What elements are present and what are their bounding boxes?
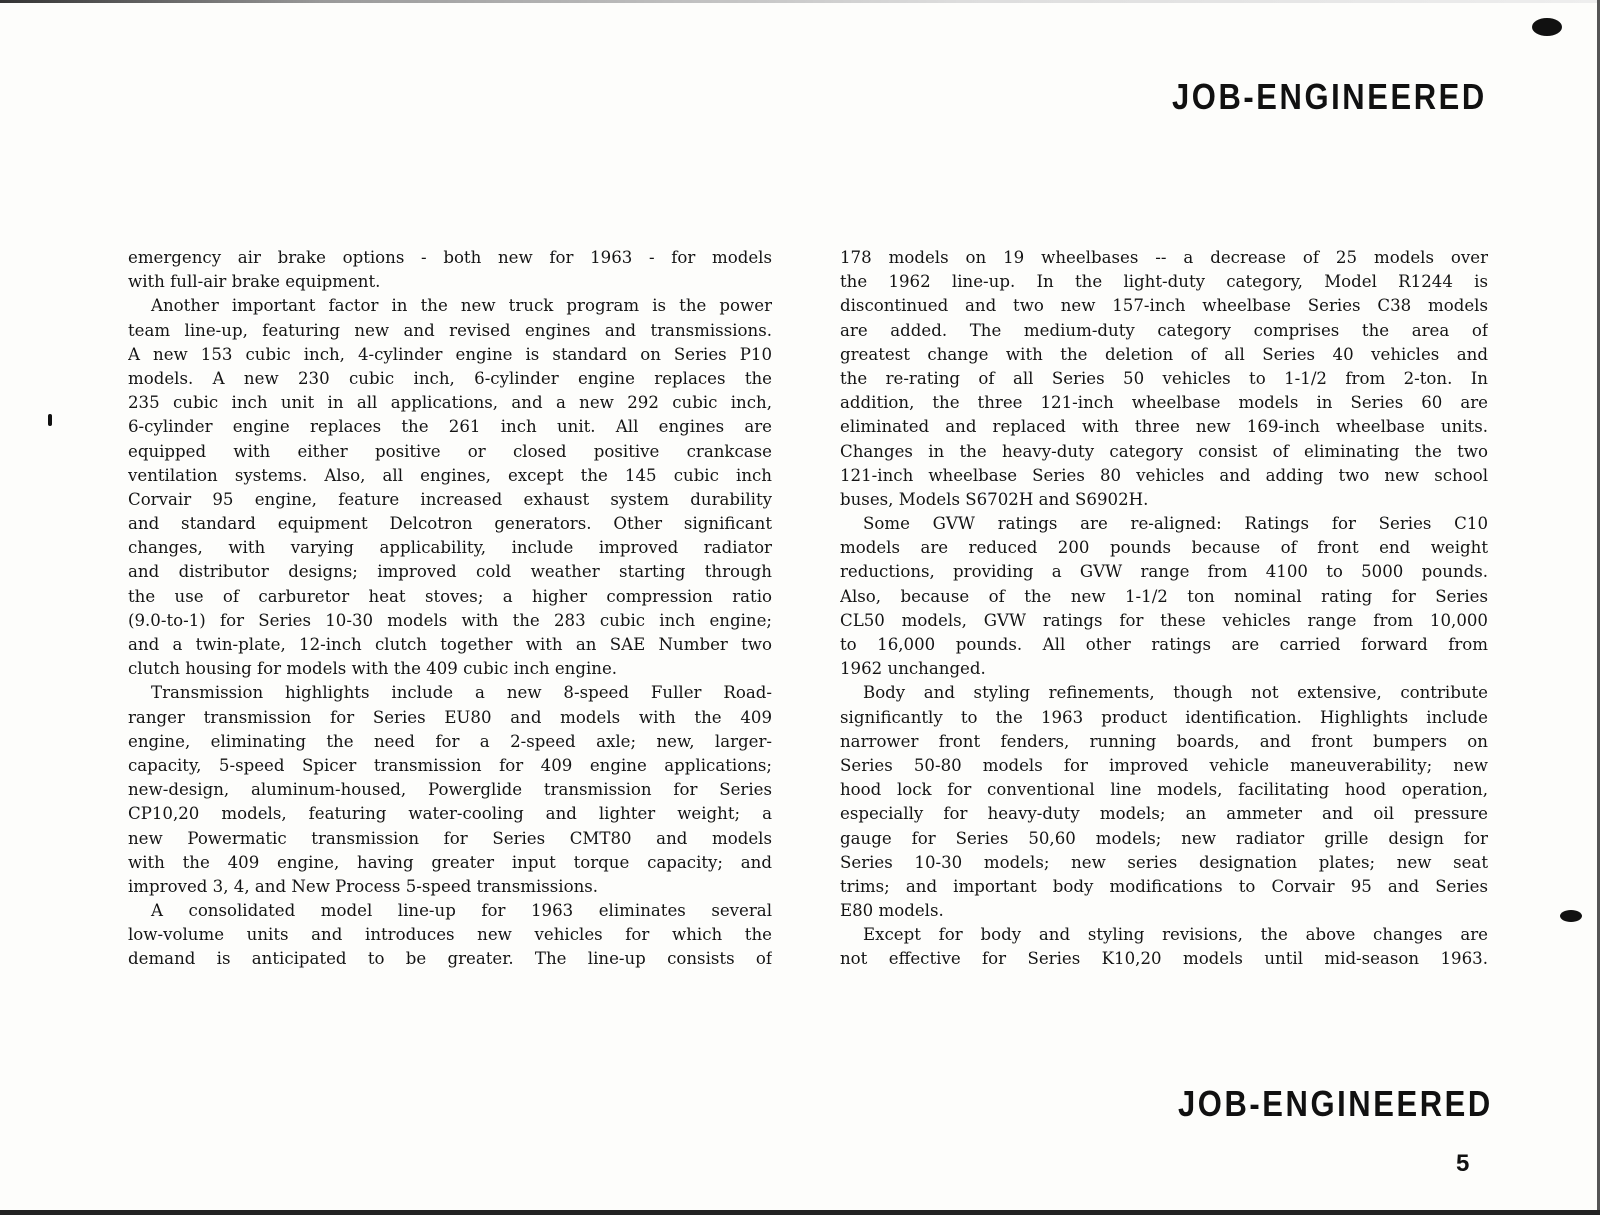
text-line: low-volume units and introduces new vehicles for which the	[128, 925, 772, 945]
text-line: eliminated and replaced with three new 169-inch wheelbase units.	[840, 417, 1488, 437]
paragraph	[840, 512, 1488, 681]
text-line: A consolidated model line-up for 1963 eliminates several	[151, 901, 772, 921]
scan-edge-bottom	[0, 1210, 1600, 1215]
text-line: Changes in the heavy-duty category consist of eliminating the two	[840, 441, 1488, 461]
text-line: Series 10-30 models; new series designation plates; new seat	[840, 852, 1488, 872]
text-line: Also, because of the new 1-1/2 ton nominal rating for Series	[840, 586, 1488, 606]
text-line: buses, Models S6702H and S6902H.	[840, 489, 1149, 509]
text-line: and a twin-plate, 12-inch clutch together with an SAE Number two	[128, 635, 772, 654]
text-line: with the 409 engine, having greater input torque capacity; and	[128, 852, 772, 872]
paragraph	[840, 246, 1488, 512]
text-line: 121-inch wheelbase Series 80 vehicles and adding two new school	[840, 465, 1488, 485]
text-line: discontinued and two new 157-inch wheelbase Series C38 models	[840, 296, 1488, 316]
text-line: significantly to the 1963 product identification. Highlights include	[840, 707, 1488, 727]
scan-edge-top	[0, 0, 1600, 3]
text-line: 178 models on 19 wheelbases -- a decrease of 25 models over	[840, 248, 1488, 267]
text-line: Body and styling refinements, though not extensive, contribute	[863, 683, 1488, 703]
text-line: hood lock for conventional line models, facilitating hood operation,	[840, 780, 1488, 800]
text-line: capacity, 5-speed Spicer transmission for 409 engine applications;	[128, 755, 772, 775]
paragraph	[840, 923, 1488, 971]
text-line: emergency air brake options - both new for 1963 - for models	[128, 248, 772, 267]
text-line: not effective for Series K10,20 models until mid-season 1963.	[840, 949, 1488, 969]
text-line: Transmission highlights include a new 8-speed Fuller Road-	[151, 683, 772, 703]
text-line: (9.0-to-1) for Series 10-30 models with the 283 cubic inch engine;	[128, 610, 772, 630]
text-line: equipped with either positive or closed positive crankcase	[128, 441, 772, 461]
text-line: demand is anticipated to be greater. The line-up consists of	[128, 949, 772, 969]
text-line: gauge for Series 50,60 models; new radiator grille design for	[840, 828, 1488, 848]
text-line: CP10,20 models, featuring water-cooling and lighter weight; a	[128, 804, 772, 824]
text-column-left	[128, 246, 772, 972]
text-line: greatest change with the deletion of all Series 40 vehicles and	[840, 344, 1488, 364]
text-line: trims; and important body modifications to Corvair 95 and Series	[840, 876, 1488, 896]
page-heading: JOB-ENGINEERED	[1172, 76, 1487, 117]
text-line: team line-up, featuring new and revised engines and transmissions.	[128, 320, 772, 340]
text-line: Series 50-80 models for improved vehicle maneuverability; new	[840, 755, 1488, 775]
paragraph	[128, 246, 772, 294]
scan-blot	[1560, 910, 1582, 922]
text-line: narrower front fenders, running boards, and front bumpers on	[840, 731, 1488, 751]
text-column-right	[840, 246, 1488, 972]
text-line: Another important factor in the new truck program is the power	[151, 296, 772, 316]
paragraph	[128, 294, 772, 681]
footer-heading: JOB-ENGINEERED	[1178, 1083, 1493, 1124]
text-line: 1962 unchanged.	[840, 659, 986, 679]
text-line: new Powermatic transmission for Series CMT80 and models	[128, 828, 772, 848]
text-line: Corvair 95 engine, feature increased exhaust system durability	[128, 489, 772, 509]
text-line: E80 models.	[840, 901, 944, 921]
text-line: and distributor designs; improved cold weather starting through	[128, 562, 772, 582]
text-line: especially for heavy-duty models; an ammeter and oil pressure	[840, 804, 1488, 824]
text-line: improved 3, 4, and New Process 5-speed transmissions.	[128, 876, 599, 896]
paragraph	[840, 681, 1488, 923]
text-line: the 1962 line-up. In the light-duty category, Model R1244 is	[840, 272, 1488, 292]
scan-blot	[1532, 18, 1562, 36]
text-line: ranger transmission for Series EU80 and models with the 409	[128, 707, 772, 727]
text-line: and standard equipment Delcotron generators. Other significant	[128, 514, 772, 534]
text-line: engine, eliminating the need for a 2-speed axle; new, larger-	[128, 731, 772, 751]
text-line: models are reduced 200 pounds because of front end weight	[840, 538, 1488, 558]
text-line: with full-air brake equipment.	[128, 272, 381, 292]
paragraph	[128, 681, 772, 899]
text-line: A new 153 cubic inch, 4-cylinder engine is standard on Series P10	[128, 344, 772, 364]
scan-blot	[48, 414, 52, 426]
text-line: models. A new 230 cubic inch, 6-cylinder engine replaces the	[128, 368, 772, 388]
text-line: 6-cylinder engine replaces the 261 inch unit. All engines are	[128, 417, 772, 437]
text-line: Some GVW ratings are re-aligned: Ratings for Series C10	[863, 514, 1488, 534]
text-line: Except for body and styling revisions, the above changes are	[863, 925, 1488, 945]
text-line: CL50 models, GVW ratings for these vehicles range from 10,000	[840, 610, 1488, 630]
text-line: reductions, providing a GVW range from 4100 to 5000 pounds.	[840, 562, 1488, 582]
text-line: the re-rating of all Series 50 vehicles to 1-1/2 from 2-ton. In	[840, 368, 1488, 388]
text-line: 235 cubic inch unit in all applications, and a new 292 cubic inch,	[128, 393, 772, 413]
text-line: to 16,000 pounds. All other ratings are carried forward from	[840, 635, 1488, 654]
text-line: ventilation systems. Also, all engines, except the 145 cubic inch	[128, 465, 772, 485]
text-line: are added. The medium-duty category comprises the area of	[840, 320, 1488, 340]
text-line: changes, with varying applicability, include improved radiator	[128, 538, 772, 558]
text-line: the use of carburetor heat stoves; a higher compression ratio	[128, 586, 772, 606]
text-line: clutch housing for models with the 409 cubic inch engine.	[128, 659, 618, 679]
page-number: 5	[1456, 1150, 1470, 1177]
text-line: addition, the three 121-inch wheelbase models in Series 60 are	[840, 393, 1488, 413]
paragraph	[128, 899, 772, 972]
text-line: new-design, aluminum-housed, Powerglide transmission for Series	[128, 780, 772, 800]
